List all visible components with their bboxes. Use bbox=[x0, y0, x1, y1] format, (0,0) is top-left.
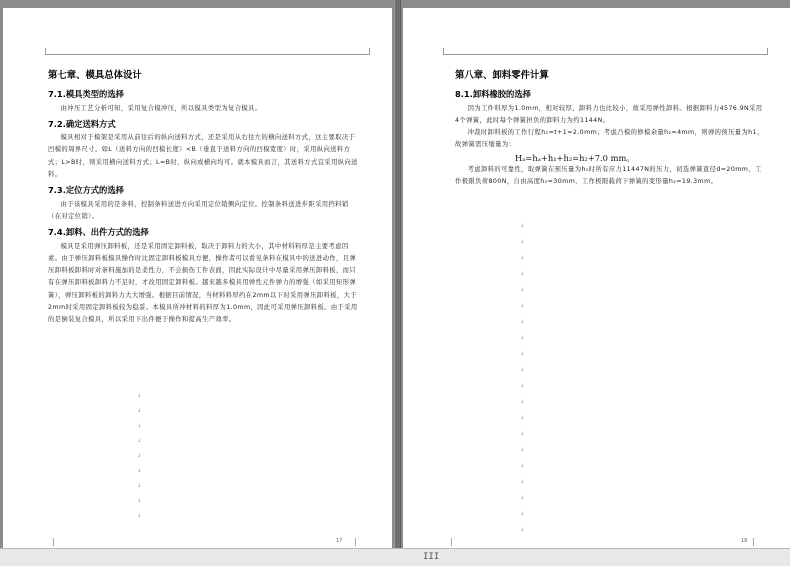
page-number: 18 bbox=[741, 538, 748, 544]
paragraph: 模具相对于模架是采用从前往后的纵向送料方式，还是采用从右往左的横向送料方式，这主要取决于凹模的周界尺寸。如L（送料方向的凹模长度）<B（垂直于送料方向的凹模宽度）时，采用纵向送料方式；L>B时，则采用横向送料方式；L=B时，纵向或横向均可。就本模具而言，其送料方式宜采用纵向送料。 bbox=[48, 134, 358, 179]
scrollbar-grip[interactable]: III bbox=[423, 552, 440, 562]
paragraph: 模具是采用弹压卸料板，还是采用固定卸料板，取决于卸料力的大小，其中材料料厚是主要考虑因素。由于弹压卸料板模具操作时比固定卸料板模具方便，操作者可以看见条料在模具中的送进动作，且弹压卸料板卸料时对条料施加的是柔性力，不会损伤工件表面，因此实际设计中尽量采用弹压卸料板，而只有在弹压卸料板卸料力不足时，才改用固定卸料板。越来越多模具用弹性元件弹力的增强（如采用矩形弹簧），弹压卸料板的卸料力大大增强。根据目前情况，当材料料厚约在2mm以下时采用弹压卸料板，大于2mm时采用固定卸料板较为稳妥。本模具所冲材料的料厚为1.0mm，因此可采用弹压卸料板。由于采用的是倒装复合模具，所以采用下出件便于操作和提高生产效率。 bbox=[48, 242, 358, 324]
paragraph: 由冲压工艺分析可知，采用复合模冲压，所以模具类型为复合模具。 bbox=[60, 104, 262, 112]
page-17: 第七章、模具总体设计 7.1.模具类型的选择 由冲压工艺分析可知，采用复合模冲压，所以模具类型为复合模具。 7.2.确定送料方式 模具相对于模架是采用从前往后的纵向送料方式，还是采用从右往左的横向送料方式，这主要取决于凹模的周界尺寸。如L（送料方向的凹模长度）<B（垂直于送料方向的凹模宽度）时，采用纵向送料方式；L>B时，则采用横向送料方式；L=B时，纵向或横向均可。就本模具而言，其送料方式宜采用纵向送料。 7.3.定位方式的选择 由于该模具采用的是条料，控制条料送进方向采用定位销侧向定位。控制条料送进步距采用挡料销（在对定位销）。 7.4.卸料、出件方式的选择 模具是采用弹压卸料板，还是采用固定卸料板，取决于卸料力的大小，其中材料料厚是主要考虑因素。由于弹压卸料板模具操作时比固定卸料板模具方便，操作者可以看见条料在模具中的送进动作，且弹压卸料板卸料时对条料施加的是柔性力，不会损伤工件表面，因此实际设计中尽量采用弹压卸料板，而只有在弹压卸料板卸料力不足时，才改用固定卸料板。越来越多模具用弹性元件弹力的增强（如采用矩形弹簧），弹压卸料板的卸料力大大增强。根据目前情况，当材料料厚约在2mm以下时采用弹压卸料板，大于2mm时采用固定卸料板较为稳妥。本模具所冲材料的料厚为1.0mm，因此可采用弹压卸料板。由于采用的是倒装复合模具，所以采用下出件便于操作和提高生产效率。 ↓ ↓ ↓ ↓ ↓ ↓ ↓ ↓ ↓ 17 bbox=[3, 8, 392, 548]
crop-mark bbox=[355, 538, 356, 546]
section-heading: 7.1.模具类型的选择 bbox=[48, 89, 124, 100]
page-content bbox=[48, 66, 358, 327]
header-rule-tick-right bbox=[767, 48, 768, 55]
paragraph: 考虑卸料的可靠性，取弹簧在预压量为h₀时所有应力11447N的压力，初选弹簧直径d=20mm，工作极限负荷800N，自由高度h₀=30mm，工作极限载荷下弹簧的变形量h₂=19.3mm。 bbox=[455, 166, 762, 186]
formula: Hₐ=hₐ+h₁+h₂=h₂+7.0 mm。 bbox=[515, 152, 635, 163]
paragraph: 因为工件料厚为1.0mm，相对较厚，卸料力也比较小，故采用弹性卸料。根据卸料力4576.9N采用4个弹簧，此时每个弹簧担负的卸料力为约1144N。 bbox=[455, 104, 763, 124]
page-content bbox=[455, 66, 765, 189]
paragraph: 冲裁时卸料板的工作行程h₁=t+1=2.0mm；考虑凸模的修模余量h₂=4mm，则弹的预压量为h1，故弹簧需压缩量为： bbox=[455, 129, 764, 149]
section-heading: 8.1.卸料橡胶的选择 bbox=[455, 89, 531, 100]
crop-mark bbox=[53, 538, 54, 546]
crop-mark bbox=[451, 538, 452, 546]
header-rule-tick-left bbox=[45, 48, 46, 55]
header-rule-tick-left bbox=[443, 48, 444, 55]
chapter-title: 第八章、卸料零件计算 bbox=[455, 70, 549, 81]
page-splitter[interactable] bbox=[394, 0, 401, 548]
horizontal-scrollbar[interactable] bbox=[0, 548, 790, 566]
header-rule bbox=[443, 54, 768, 55]
page-number: 17 bbox=[336, 538, 343, 544]
section-heading: 7.4.卸料、出件方式的选择 bbox=[48, 227, 149, 238]
section-heading: 7.2.确定送料方式 bbox=[48, 118, 116, 129]
chapter-title: 第七章、模具总体设计 bbox=[48, 70, 142, 81]
paragraph: 由于该模具采用的是条料，控制条料送进方向采用定位销侧向定位。控制条料送进步距采用挡料销（在对定位销）。 bbox=[48, 200, 349, 220]
crop-mark bbox=[753, 538, 754, 546]
page-18: 第八章、卸料零件计算 8.1.卸料橡胶的选择 因为工件料厚为1.0mm，相对较厚，卸料力也比较小，故采用弹性卸料。根据卸料力4576.9N采用4个弹簧，此时每个弹簧担负的卸料力为约1144N。 冲裁时卸料板的工作行程h₁=t+1=2.0mm；考虑凸模的修模余量h₂=4mm，则弹的预压量为h1，故弹簧需压缩量为： Hₐ=hₐ+h₁+h₂=h₂+7.0 mm。 考虑卸料的可靠性，取弹簧在预压量为h₀时所有应力11447N的压力，初选弹簧直径d=20mm，工作极限负荷800N，自由高度h₀=30mm，工作极限载荷下弹簧的变形量h₂=19.3mm。 ↓ ↓ ↓ ↓ ↓ ↓ ↓ ↓ ↓ ↓ ↓ ↓ ↓ ↓ ↓ ↓ ↓ ↓ ↓ ↓ 18 bbox=[403, 8, 790, 548]
header-rule-tick-right bbox=[369, 48, 370, 55]
header-rule bbox=[45, 54, 370, 55]
section-heading: 7.3.定位方式的选择 bbox=[48, 185, 124, 196]
